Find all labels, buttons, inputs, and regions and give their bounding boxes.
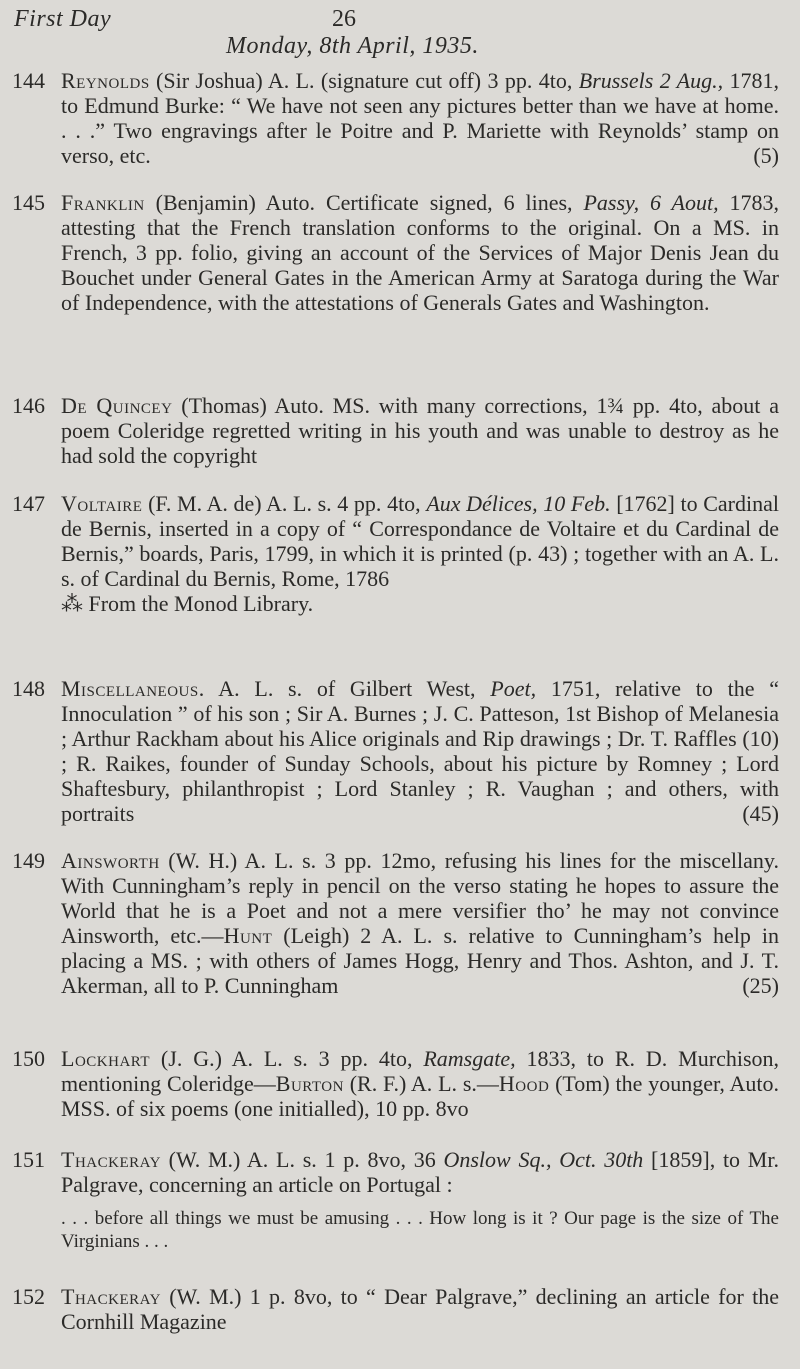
lot-author: Thackeray [61, 1147, 161, 1172]
lot-text-a: (Benjamin) Auto. Certificate signed, 6 lines, [144, 190, 584, 215]
lot-text-a: (W. M.) A. L. s. 1 p. 8vo, 36 [160, 1147, 444, 1172]
lot-description [61, 676, 779, 826]
lot-number: 149 [12, 848, 45, 873]
page-number: 26 [332, 6, 356, 32]
lot-author: Miscellaneous. [61, 676, 205, 701]
lot-text-b: 1781, to Edmund Burke: “ We have not seen any pictures better than we have at home. . . .” Two engravings after le Poitre and P. Mariette with Reynolds’ stamp on verso, etc. [61, 68, 780, 168]
lot-author: Thackeray [61, 1284, 161, 1309]
lot-text-a: (J. G.) A. L. s. 3 pp. 4to, [150, 1046, 424, 1071]
lot-number: 147 [12, 491, 45, 516]
lot-author: Reynolds [61, 68, 150, 93]
lot-text-a: (Sir Joshua) A. L. (signature cut off) 3 pp. 4to, [149, 68, 579, 93]
lot-author-3: Hood [498, 1071, 550, 1096]
lot-description [61, 1046, 779, 1121]
lot-description [61, 190, 779, 315]
lot-text-a: (Thomas) Auto. MS. with many corrections, 1¾ pp. 4to, about a poem Coleridge regretted writing in his youth and was unable to destroy as he had sold the copyright [61, 393, 779, 468]
lot-text-a: (F. M. A. de) A. L. s. 4 pp. 4to, [142, 491, 427, 516]
lot-description [61, 1284, 779, 1334]
lot-provenance-note: ⁂ From the Monod Library. [61, 591, 314, 616]
lot-number: 148 [12, 676, 45, 701]
lot-author-2: Burton [275, 1071, 344, 1096]
lot-price: (25) [742, 973, 779, 998]
lot-quotation: . . . before all things we must be amusing . . . How long is it ? Our page is the size of The Virginians . . . [61, 1208, 779, 1252]
lot-text-b: [1859], to Mr. Palgrave, concerning an article on Portugal : [61, 1147, 779, 1197]
lot-place: Passy, 6 Aout, [583, 190, 719, 215]
lot-number: 150 [12, 1046, 45, 1071]
lot-number: 145 [12, 190, 45, 215]
lot-text-b: 1751, relative to the “ Innoculation ” of his son ; Sir A. Burnes ; J. C. Patteson, 1st Bishop of Melanesia ; Arthur Rackham about his Alice originals and Rip drawings ; Dr. T. Raffles (10) ; R. Raikes, founder of Sunday Schools, about his picture by Romney ; Lord Shaftesbury, philanthropist ; Lord Stanley ; R. Vaughan ; and others, with portraits [61, 676, 779, 826]
lot-text-b: 1833, to R. D. Murchison, mentioning Coleridge— [61, 1046, 780, 1096]
lot-description [61, 393, 779, 468]
lot-place: Aux Délices, 10 Feb. [426, 491, 611, 516]
lot-place: Brussels 2 Aug., [578, 68, 724, 93]
lot-number: 151 [12, 1147, 45, 1172]
lot-author: Franklin [61, 190, 145, 215]
lot-author: Voltaire [61, 491, 143, 516]
lot-place: Onslow Sq., Oct. 30th [443, 1147, 644, 1172]
lot-author: Lockhart [61, 1046, 151, 1071]
sale-date: Monday, 8th April, 1935. [226, 33, 479, 59]
lot-description [61, 848, 779, 998]
lot-text-b: [1762] to Cardinal de Bernis, inserted in a copy of “ Correspondance de Voltaire et du Cardinal de Bernis,” boards, Paris, 1799, in which it is printed (p. 43) ; together with an A. L. s. of Cardinal du Bernis, Rome, 1786 [61, 491, 779, 591]
lot-description [61, 1147, 779, 1253]
lot-text-d: (Tom) the younger, Auto. MSS. of six poems (one initialled), 10 pp. 8vo [61, 1071, 779, 1121]
lot-description [61, 68, 779, 168]
lot-number: 146 [12, 393, 45, 418]
section-heading: First Day [14, 6, 112, 32]
lot-text-c: (Leigh) 2 A. L. s. relative to Cunningham’s help in placing a MS. ; with others of James Hogg, Henry and Thos. Ashton, and J. T. Akerman, all to P. Cunningham [61, 923, 780, 998]
lot-author: Ainsworth [61, 848, 160, 873]
lot-description [61, 491, 779, 616]
lot-place: Poet, [490, 676, 537, 701]
lot-author: De Quincey [61, 393, 173, 418]
lot-number: 152 [12, 1284, 45, 1309]
lot-text-a: (W. M.) 1 p. 8vo, to “ Dear Palgrave,” declining an article for the Cornhill Magazine [61, 1284, 779, 1334]
lot-price: (5) [753, 143, 779, 168]
lot-text-c: (R. F.) A. L. s.— [343, 1071, 499, 1096]
lot-text-a: (W. H.) A. L. s. 3 pp. 12mo, refusing his lines for the miscellany. With Cunningham’s reply in pencil on the verso stating he hopes to assure the World that he is a Poet and not a mere versifier tho’ he may not convince Ainsworth, etc.— [61, 848, 779, 948]
lot-price: (45) [742, 801, 779, 826]
lot-text-a: A. L. s. of Gilbert West, [204, 676, 491, 701]
lot-number: 144 [12, 68, 45, 93]
lot-text-b: 1783, attesting that the French translation conforms to the original. On a MS. in French, 3 pp. folio, giving an account of the Services of Major Denis Jean du Bouchet under General Gates in the American Army at Saratoga during the War of Independence, with the attestations of Generals Gates and Washington. [61, 190, 779, 315]
lot-place: Ramsgate, [423, 1046, 516, 1071]
lot-author-2: Hunt [223, 923, 273, 948]
